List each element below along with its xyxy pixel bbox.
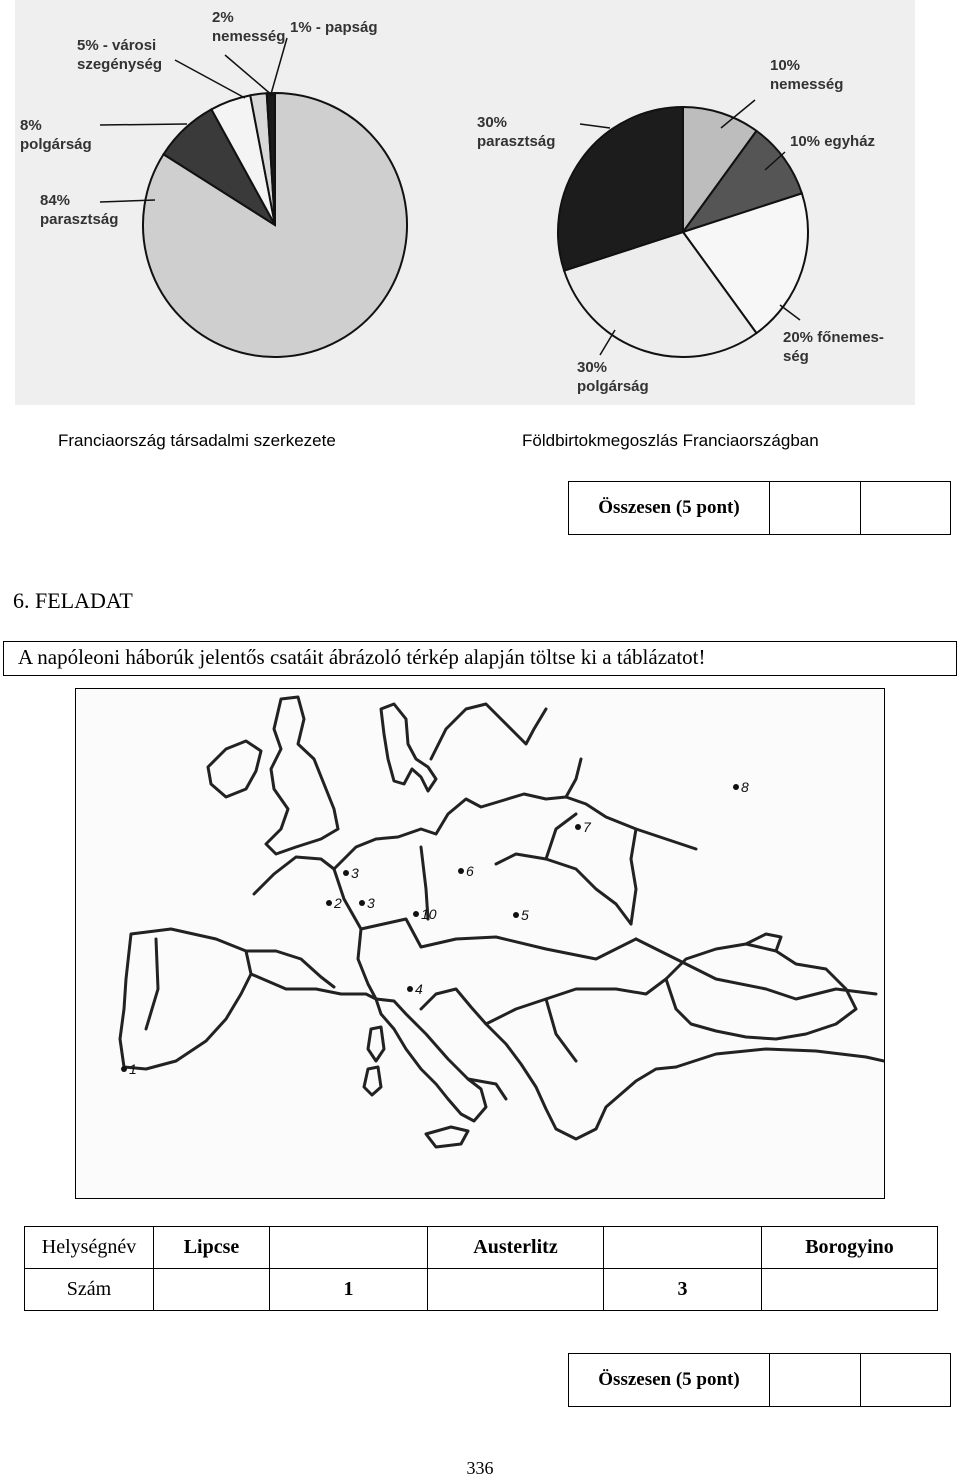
pie-label: 1% - papság — [290, 19, 378, 36]
map-marker-dot — [513, 912, 519, 918]
score-cell-max[interactable] — [770, 1354, 861, 1406]
pie-label: 30% parasztság — [477, 114, 556, 150]
map-marker-label: 6 — [466, 863, 474, 879]
pie-chart-social-structure — [143, 93, 407, 357]
table-row — [25, 1269, 938, 1311]
map-marker-label: 4 — [415, 981, 423, 997]
pie-leader-line — [175, 60, 245, 98]
score-label: Összesen (5 pont) — [569, 1354, 770, 1406]
table-row — [25, 1227, 938, 1269]
caption-land-distribution: Földbirtokmegoszlás Franciaországban — [522, 431, 819, 450]
page-number: 336 — [466, 1458, 494, 1478]
score-label: Összesen (5 pont) — [569, 482, 770, 534]
map-marker-dot — [121, 1066, 127, 1072]
map-marker-dot — [575, 824, 581, 830]
answer-table — [24, 1226, 938, 1311]
map-marker-label: 7 — [583, 819, 591, 835]
score-cell-max[interactable] — [770, 482, 861, 534]
pie-leader-line — [580, 124, 610, 128]
place-cell: Austerlitz — [428, 1227, 604, 1269]
europe-map-svg — [76, 689, 885, 1199]
place-cell: Borogyino — [762, 1227, 938, 1269]
row-header-place: Helységnév — [25, 1227, 154, 1269]
number-cell[interactable] — [762, 1269, 938, 1311]
number-cell[interactable] — [428, 1269, 604, 1311]
map-marker-dot — [413, 911, 419, 917]
number-cell[interactable] — [154, 1269, 270, 1311]
score-box — [568, 1353, 951, 1407]
task-heading: 6. FELADAT — [13, 588, 133, 613]
score-cell-achieved[interactable] — [861, 1354, 950, 1406]
task-instruction: A napóleoni háborúk jelentős csatáit ábrázoló térkép alapján töltse ki a táblázatot! — [3, 641, 957, 676]
pie-leader-line — [780, 305, 800, 320]
map-marker-dot — [407, 986, 413, 992]
map-marker-label: 1 — [129, 1061, 137, 1077]
pie-leader-line — [271, 38, 287, 94]
map-marker-label: 5 — [521, 907, 529, 923]
pie-chart-land-distribution — [558, 107, 808, 357]
pie-label: 2% nemesség — [212, 9, 286, 45]
pie-leader-line — [100, 124, 187, 125]
pie-leader-line — [225, 55, 273, 96]
place-cell[interactable] — [604, 1227, 762, 1269]
map-marker-dot — [343, 870, 349, 876]
charts-panel — [15, 0, 915, 405]
map-marker-dot — [326, 900, 332, 906]
map-marker-dot — [458, 868, 464, 874]
map-marker-label: 3 — [367, 895, 375, 911]
pie-label: 10% egyház — [790, 133, 876, 150]
number-cell: 1 — [270, 1269, 428, 1311]
pie-label: 84% parasztság — [40, 192, 119, 228]
map-marker-label: 8 — [741, 779, 749, 795]
map-marker-label: 2 — [334, 895, 342, 911]
pie-label: 30% polgárság — [577, 359, 649, 395]
map-marker-dot — [733, 784, 739, 790]
map-marker-dot — [359, 900, 365, 906]
map-marker-label: 3 — [351, 865, 359, 881]
place-cell: Lipcse — [154, 1227, 270, 1269]
score-box — [568, 481, 951, 535]
map-marker-label: 10 — [421, 906, 437, 922]
europe-map — [75, 688, 885, 1199]
pie-label: 10% nemesség — [770, 57, 844, 93]
pie-label: 20% főnemes-ség — [783, 329, 884, 365]
caption-social-structure: Franciaország társadalmi szerkezete — [58, 431, 336, 450]
row-header-number: Szám — [25, 1269, 154, 1311]
pie-label: 5% - városi szegénység — [77, 37, 163, 73]
place-cell[interactable] — [270, 1227, 428, 1269]
score-cell-achieved[interactable] — [861, 482, 950, 534]
number-cell: 3 — [604, 1269, 762, 1311]
pie-leader-line — [600, 330, 615, 355]
pie-label: 8% polgárság — [20, 117, 92, 153]
pie-charts — [15, 0, 915, 405]
